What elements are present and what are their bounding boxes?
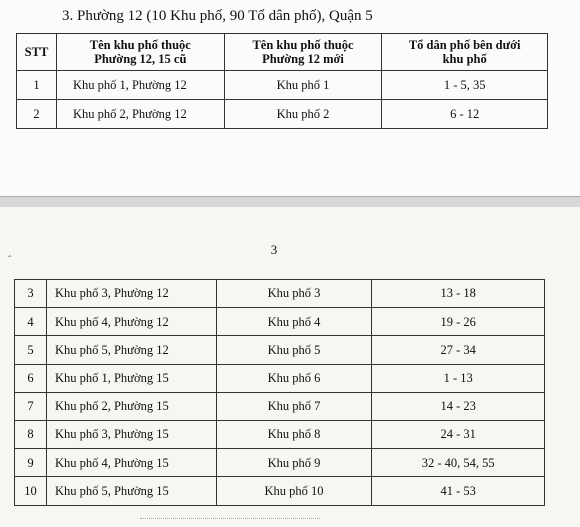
section-heading: 3. Phường 12 (10 Khu phố, 90 Tổ dân phố), Quận 5 xyxy=(62,8,373,24)
cell-new-ward: Khu phố 4 xyxy=(216,308,372,336)
cell-new-ward: Khu phố 7 xyxy=(216,392,372,420)
cell-old-ward: Khu phố 2, Phường 15 xyxy=(46,392,216,420)
cell-stt: 2 xyxy=(17,100,57,129)
cell-residential-groups: 27 - 34 xyxy=(372,336,545,364)
table-row xyxy=(15,392,545,420)
column-header-stt: STT xyxy=(17,34,57,71)
cell-old-ward: Khu phố 4, Phường 12 xyxy=(46,308,216,336)
table-row xyxy=(15,477,545,505)
cell-stt: 8 xyxy=(15,420,47,448)
wards-table-bottom xyxy=(14,279,545,506)
cell-old-ward: Khu phố 5, Phường 12 xyxy=(46,336,216,364)
cell-new-ward: Khu phố 9 xyxy=(216,449,372,477)
cell-residential-groups: 6 - 12 xyxy=(382,100,548,129)
cell-stt: 10 xyxy=(15,477,47,505)
cell-old-ward: Khu phố 1, Phường 15 xyxy=(46,364,216,392)
cell-stt: 4 xyxy=(15,308,47,336)
table-row xyxy=(17,100,548,129)
cell-new-ward: Khu phố 1 xyxy=(224,71,382,100)
cell-new-ward: Khu phố 2 xyxy=(224,100,382,129)
cell-old-ward: Khu phố 1, Phường 12 xyxy=(56,71,224,100)
table-header-row xyxy=(17,34,548,71)
cell-residential-groups: 1 - 13 xyxy=(372,364,545,392)
cell-old-ward: Khu phố 2, Phường 12 xyxy=(56,100,224,129)
cell-residential-groups: 1 - 5, 35 xyxy=(382,71,548,100)
page-number: 3 xyxy=(270,242,278,257)
wards-table-top xyxy=(16,33,548,129)
cell-old-ward: Khu phố 5, Phường 15 xyxy=(46,477,216,505)
cell-residential-groups: 14 - 23 xyxy=(372,392,545,420)
cell-stt: 7 xyxy=(15,392,47,420)
table-row xyxy=(15,280,545,308)
cell-new-ward: Khu phố 8 xyxy=(216,420,372,448)
table-row xyxy=(15,308,545,336)
cell-residential-groups: 24 - 31 xyxy=(372,420,545,448)
table-row xyxy=(15,449,545,477)
cell-stt: 6 xyxy=(15,364,47,392)
cell-new-ward: Khu phố 3 xyxy=(216,280,372,308)
cell-old-ward: Khu phố 4, Phường 15 xyxy=(46,449,216,477)
cell-residential-groups: 19 - 26 xyxy=(372,308,545,336)
cell-residential-groups: 32 - 40, 54, 55 xyxy=(372,449,545,477)
column-header-new-ward: Tên khu phố thuộc Phường 12 mới xyxy=(224,34,382,71)
cell-new-ward: Khu phố 5 xyxy=(216,336,372,364)
table-row xyxy=(15,364,545,392)
next-page-edge xyxy=(140,518,320,527)
cell-stt: 1 xyxy=(17,71,57,100)
column-header-residential-groups: Tổ dân phố bên dưới khu phố xyxy=(382,34,548,71)
column-header-old-ward: Tên khu phố thuộc Phường 12, 15 cũ xyxy=(56,34,224,71)
cell-old-ward: Khu phố 3, Phường 12 xyxy=(46,280,216,308)
table-row xyxy=(15,336,545,364)
cell-stt: 9 xyxy=(15,449,47,477)
cell-residential-groups: 13 - 18 xyxy=(372,280,545,308)
margin-mark: ˆ xyxy=(8,255,12,266)
cell-new-ward: Khu phố 10 xyxy=(216,477,372,505)
cell-new-ward: Khu phố 6 xyxy=(216,364,372,392)
table-row xyxy=(17,71,548,100)
cell-stt: 5 xyxy=(15,336,47,364)
cell-stt: 3 xyxy=(15,280,47,308)
cell-residential-groups: 41 - 53 xyxy=(372,477,545,505)
table-row xyxy=(15,420,545,448)
cell-old-ward: Khu phố 3, Phường 15 xyxy=(46,420,216,448)
